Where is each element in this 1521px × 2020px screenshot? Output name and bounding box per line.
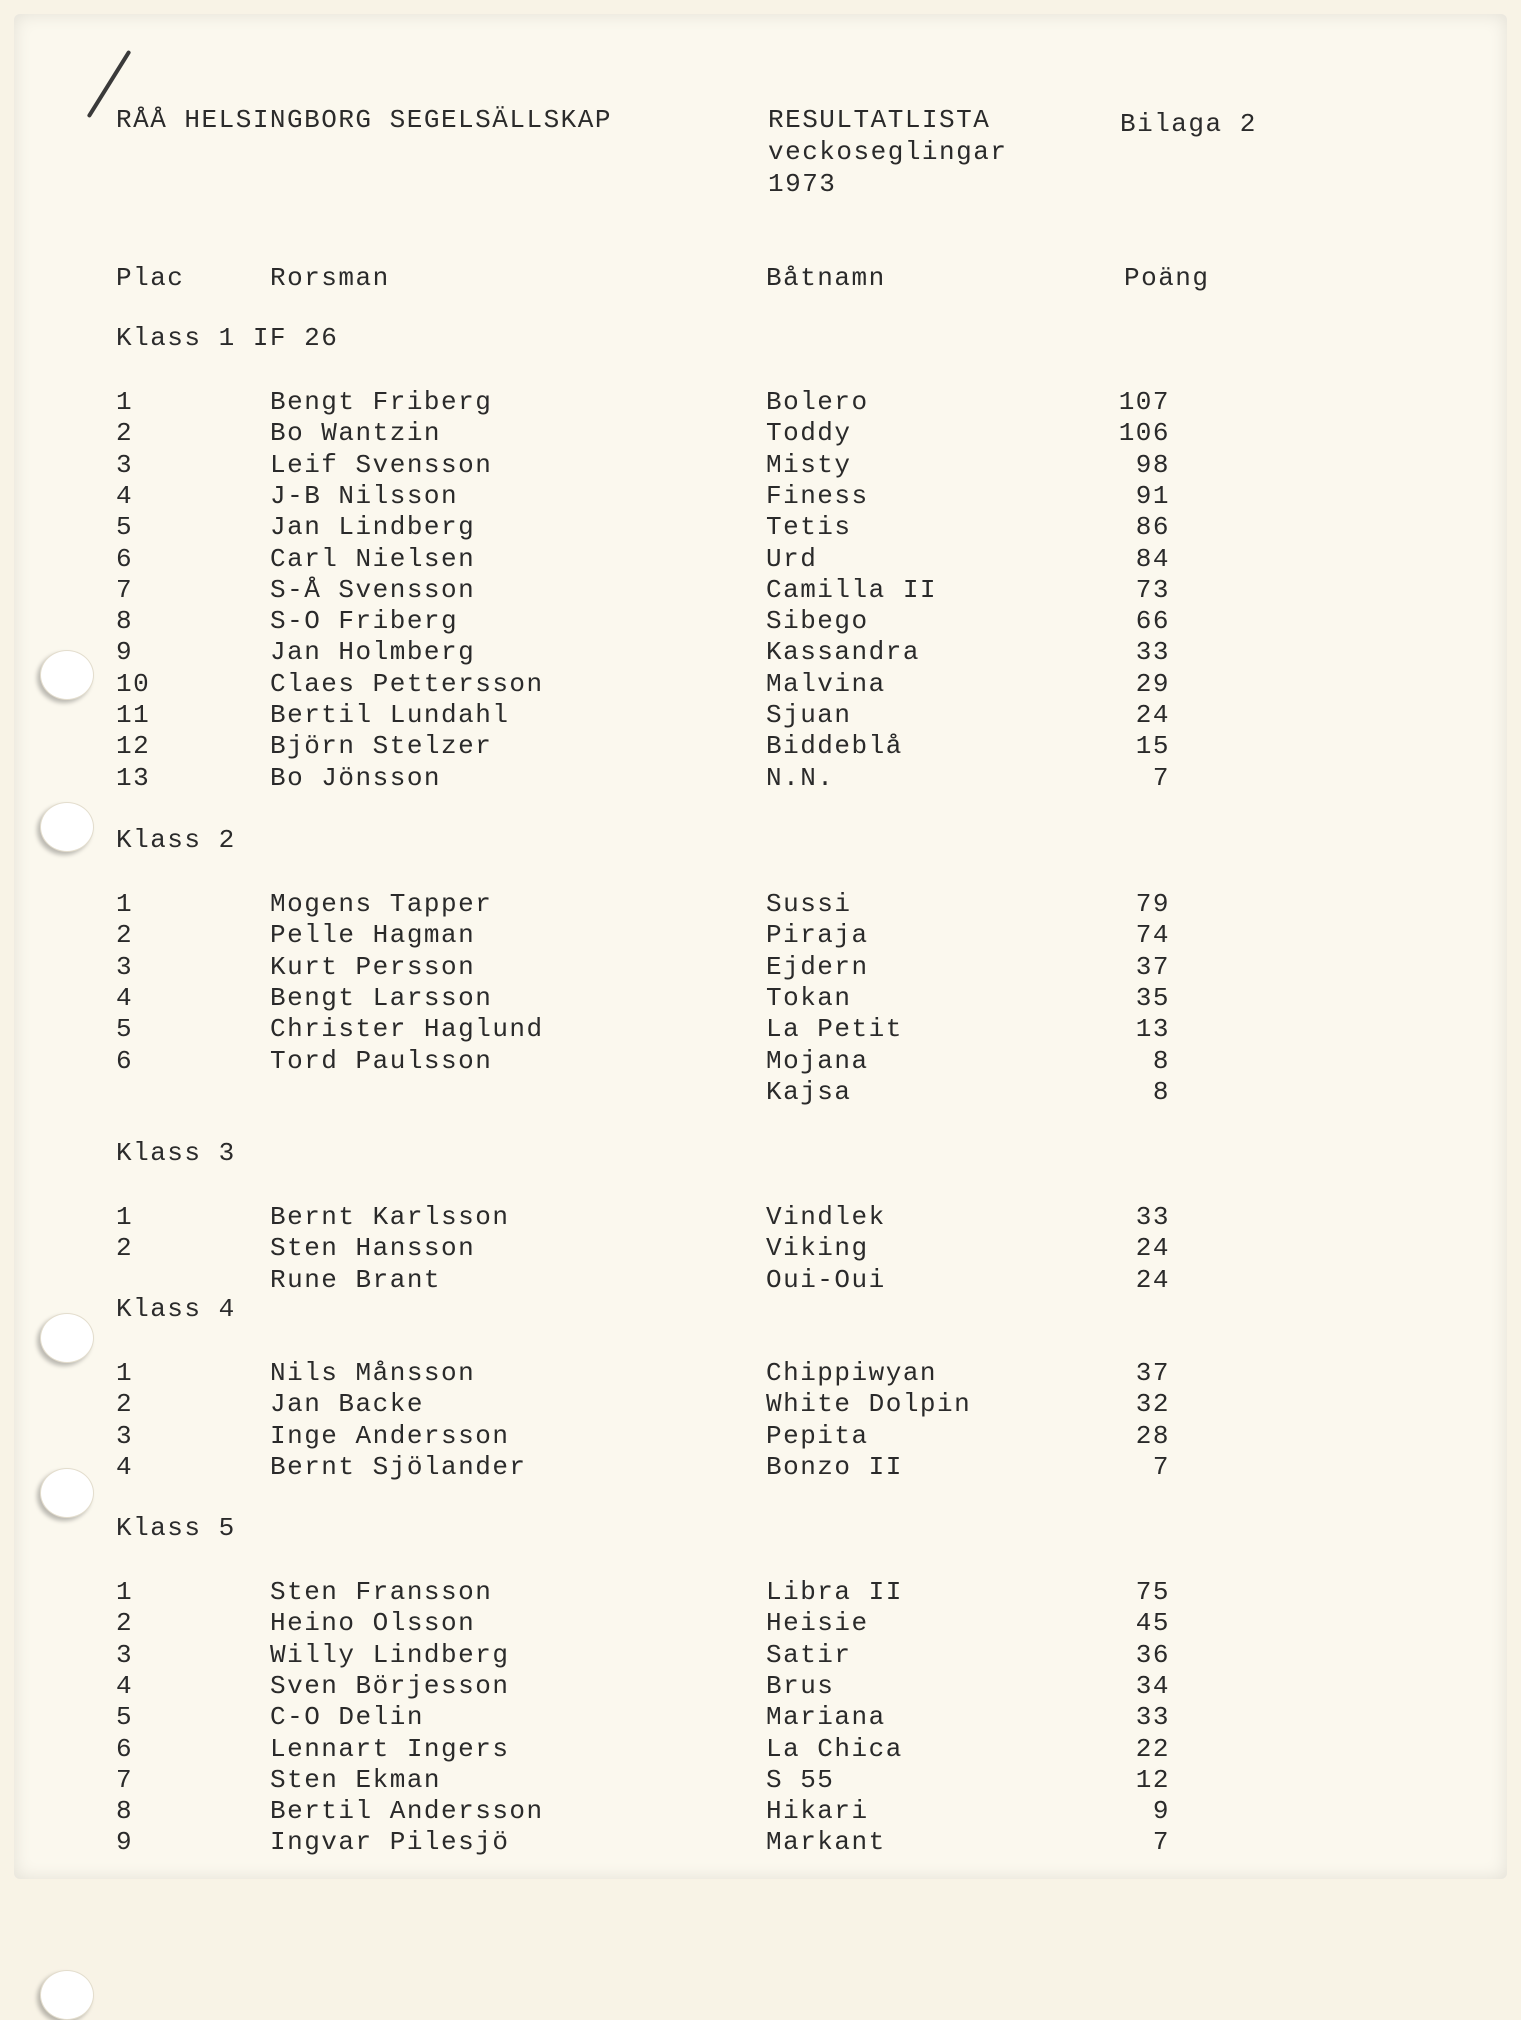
table-row: [0, 1076, 1521, 1108]
skipper-name: Tord Paulsson: [270, 1045, 493, 1076]
boat-name: Tokan: [766, 982, 852, 1013]
header-rorsman: Rorsman: [270, 263, 390, 293]
skipper-name: Nils Månsson: [270, 1358, 476, 1388]
table-row: [0, 1733, 1521, 1765]
points: 9: [1152, 1796, 1170, 1827]
skipper-name: Carl Nielsen: [270, 543, 476, 574]
boat-name: Tetis: [766, 512, 852, 543]
table-row: [0, 1264, 1521, 1296]
skipper-name: S-O Friberg: [270, 606, 459, 637]
points: 24: [1135, 1264, 1170, 1295]
skipper-name: J-B Nilsson: [270, 480, 459, 511]
points: 8: [1152, 1076, 1170, 1107]
skipper-name: Heino Olsson: [270, 1608, 476, 1639]
table-row: [0, 888, 1521, 920]
header-batnamn: Båtnamn: [766, 263, 886, 293]
boat-name: Sjuan: [766, 700, 852, 730]
skipper-name: Leif Svensson: [270, 449, 493, 480]
boat-name: Mariana: [766, 1702, 886, 1733]
points: 33: [1135, 1202, 1170, 1232]
boat-name: Satir: [766, 1639, 852, 1670]
boat-name: Piraja: [766, 920, 869, 951]
table-row: [0, 1201, 1521, 1233]
boat-name: Kassandra: [766, 637, 920, 668]
placing: 1: [116, 1202, 134, 1232]
points: 45: [1135, 1608, 1170, 1639]
table-row: [0, 1045, 1521, 1077]
punch-hole: [40, 1313, 94, 1363]
placing: 13: [116, 762, 151, 793]
table-row: [0, 919, 1521, 951]
points: 36: [1135, 1639, 1170, 1670]
punch-hole: [40, 1970, 94, 2020]
placing: 4: [116, 1451, 134, 1482]
boat-name: Toddy: [766, 418, 852, 449]
skipper-name: Sten Ekman: [270, 1764, 442, 1795]
table-row: [0, 699, 1521, 731]
skipper-name: Bengt Larsson: [270, 982, 493, 1013]
document-title: RESULTATLISTA veckoseglingar 1973: [768, 105, 1008, 199]
table-row: [0, 605, 1521, 637]
boat-name: Urd: [766, 543, 818, 574]
placing: 8: [116, 1796, 134, 1827]
boat-name: Misty: [766, 449, 852, 480]
boat-name: Camilla II: [766, 574, 938, 605]
points: 73: [1135, 574, 1170, 605]
placing: 12: [116, 731, 151, 762]
table-row: [0, 449, 1521, 481]
skipper-name: Sten Hansson: [270, 1233, 476, 1264]
table-row: [0, 1795, 1521, 1827]
skipper-name: Björn Stelzer: [270, 731, 493, 762]
points: 7: [1152, 1827, 1170, 1858]
placing: 4: [116, 982, 134, 1013]
boat-name: La Petit: [766, 1014, 903, 1045]
boat-name: Libra II: [766, 1577, 903, 1607]
boat-name: Sussi: [766, 889, 852, 919]
table-row: [0, 511, 1521, 543]
skipper-name: Bertil Lundahl: [270, 700, 510, 730]
skipper-name: Jan Holmberg: [270, 637, 476, 668]
boat-name: S 55: [766, 1764, 835, 1795]
table-row: [0, 1388, 1521, 1420]
boat-name: Bolero: [766, 387, 869, 417]
skipper-name: Kurt Persson: [270, 951, 476, 982]
points: 75: [1135, 1577, 1170, 1607]
placing: 1: [116, 1358, 134, 1388]
points: 79: [1135, 889, 1170, 919]
table-row: [0, 636, 1521, 668]
points: 37: [1135, 1358, 1170, 1388]
skipper-name: Ingvar Pilesjö: [270, 1827, 510, 1858]
table-row: [0, 1701, 1521, 1733]
points: 32: [1135, 1389, 1170, 1420]
skipper-name: Bertil Andersson: [270, 1796, 544, 1827]
placing: 4: [116, 1670, 134, 1701]
table-row: [0, 1013, 1521, 1045]
boat-name: Markant: [766, 1827, 886, 1858]
skipper-name: Sven Börjesson: [270, 1670, 510, 1701]
boat-name: Heisie: [766, 1608, 869, 1639]
punch-hole: [40, 802, 94, 852]
table-row: [0, 1607, 1521, 1639]
table-row: [0, 1451, 1521, 1483]
points: 29: [1135, 668, 1170, 699]
skipper-name: Mogens Tapper: [270, 889, 493, 919]
points: 33: [1135, 1702, 1170, 1733]
points: 107: [1118, 387, 1170, 417]
boat-name: Finess: [766, 480, 869, 511]
boat-name: Ejdern: [766, 951, 869, 982]
class-heading: Klass 5: [116, 1513, 236, 1543]
skipper-name: Jan Backe: [270, 1389, 424, 1420]
table-row: [0, 1826, 1521, 1858]
boat-name: Malvina: [766, 668, 886, 699]
points: 24: [1135, 700, 1170, 730]
placing: 1: [116, 1577, 134, 1607]
table-row: [0, 1639, 1521, 1671]
skipper-name: C-O Delin: [270, 1702, 424, 1733]
boat-name: Brus: [766, 1670, 835, 1701]
skipper-name: Sten Fransson: [270, 1577, 493, 1607]
points: 13: [1135, 1014, 1170, 1045]
class-heading: Klass 1 IF 26: [116, 323, 339, 353]
points: 33: [1135, 637, 1170, 668]
points: 35: [1135, 982, 1170, 1013]
points: 15: [1135, 731, 1170, 762]
boat-name: Bonzo II: [766, 1451, 903, 1482]
placing: 6: [116, 1045, 134, 1076]
placing: 9: [116, 637, 134, 668]
skipper-name: Claes Pettersson: [270, 668, 544, 699]
boat-name: Hikari: [766, 1796, 869, 1827]
placing: 5: [116, 1702, 134, 1733]
placing: 6: [116, 543, 134, 574]
points: 28: [1135, 1420, 1170, 1451]
placing: 4: [116, 480, 134, 511]
placing: 7: [116, 1764, 134, 1795]
placing: 3: [116, 449, 134, 480]
skipper-name: Christer Haglund: [270, 1014, 544, 1045]
boat-name: Chippiwyan: [766, 1358, 938, 1388]
points: 37: [1135, 951, 1170, 982]
class-heading: Klass 4: [116, 1294, 236, 1324]
table-row: [0, 1357, 1521, 1389]
points: 8: [1152, 1045, 1170, 1076]
placing: 1: [116, 889, 134, 919]
placing: 1: [116, 387, 134, 417]
placing: 2: [116, 920, 134, 951]
placing: 5: [116, 1014, 134, 1045]
points: 98: [1135, 449, 1170, 480]
points: 34: [1135, 1670, 1170, 1701]
class-heading: Klass 2: [116, 825, 236, 855]
boat-name: Kajsa: [766, 1076, 852, 1107]
placing: 9: [116, 1827, 134, 1858]
skipper-name: Pelle Hagman: [270, 920, 476, 951]
placing: 5: [116, 512, 134, 543]
placing: 10: [116, 668, 151, 699]
placing: 2: [116, 1233, 134, 1264]
placing: 11: [116, 700, 151, 730]
skipper-name: S-Å Svensson: [270, 574, 476, 605]
placing: 6: [116, 1733, 134, 1764]
points: 84: [1135, 543, 1170, 574]
table-row: [0, 417, 1521, 449]
boat-name: Biddeblå: [766, 731, 903, 762]
header-plac: Plac: [116, 263, 185, 293]
table-row: [0, 1420, 1521, 1452]
points: 66: [1135, 606, 1170, 637]
table-row: [0, 982, 1521, 1014]
skipper-name: Lennart Ingers: [270, 1733, 510, 1764]
skipper-name: Bo Wantzin: [270, 418, 442, 449]
table-row: [0, 1764, 1521, 1796]
attachment-label: Bilaga 2: [1120, 109, 1257, 139]
skipper-name: Willy Lindberg: [270, 1639, 510, 1670]
skipper-name: Bernt Karlsson: [270, 1202, 510, 1232]
boat-name: Oui-Oui: [766, 1264, 886, 1295]
table-row: [0, 668, 1521, 700]
placing: 7: [116, 574, 134, 605]
boat-name: Mojana: [766, 1045, 869, 1076]
table-row: [0, 1576, 1521, 1608]
table-row: [0, 543, 1521, 575]
table-row: [0, 1232, 1521, 1264]
table-row: [0, 574, 1521, 606]
table-row: [0, 762, 1521, 794]
club-name: RÅÅ HELSINGBORG SEGELSÄLLSKAP: [116, 105, 612, 135]
points: 74: [1135, 920, 1170, 951]
boat-name: Vindlek: [766, 1202, 886, 1232]
points: 86: [1135, 512, 1170, 543]
placing: 8: [116, 606, 134, 637]
table-row: [0, 951, 1521, 983]
table-row: [0, 386, 1521, 418]
column-headers: [0, 262, 1521, 294]
points: 91: [1135, 480, 1170, 511]
placing: 3: [116, 951, 134, 982]
placing: 2: [116, 1389, 134, 1420]
class-heading: Klass 3: [116, 1138, 236, 1168]
boat-name: N.N.: [766, 762, 835, 793]
skipper-name: Bo Jönsson: [270, 762, 442, 793]
points: 22: [1135, 1733, 1170, 1764]
header-poang: Poäng: [1124, 263, 1210, 293]
table-row: [0, 1670, 1521, 1702]
placing: 3: [116, 1639, 134, 1670]
points: 7: [1152, 1451, 1170, 1482]
skipper-name: Jan Lindberg: [270, 512, 476, 543]
skipper-name: Bengt Friberg: [270, 387, 493, 417]
points: 7: [1152, 762, 1170, 793]
placing: 3: [116, 1420, 134, 1451]
boat-name: White Dolpin: [766, 1389, 972, 1420]
table-row: [0, 480, 1521, 512]
placing: 2: [116, 1608, 134, 1639]
skipper-name: Rune Brant: [270, 1264, 442, 1295]
points: 24: [1135, 1233, 1170, 1264]
boat-name: Pepita: [766, 1420, 869, 1451]
boat-name: La Chica: [766, 1733, 903, 1764]
skipper-name: Bernt Sjölander: [270, 1451, 527, 1482]
table-row: [0, 730, 1521, 762]
boat-name: Sibego: [766, 606, 869, 637]
skipper-name: Inge Andersson: [270, 1420, 510, 1451]
points: 12: [1135, 1764, 1170, 1795]
points: 106: [1118, 418, 1170, 449]
placing: 2: [116, 418, 134, 449]
boat-name: Viking: [766, 1233, 869, 1264]
